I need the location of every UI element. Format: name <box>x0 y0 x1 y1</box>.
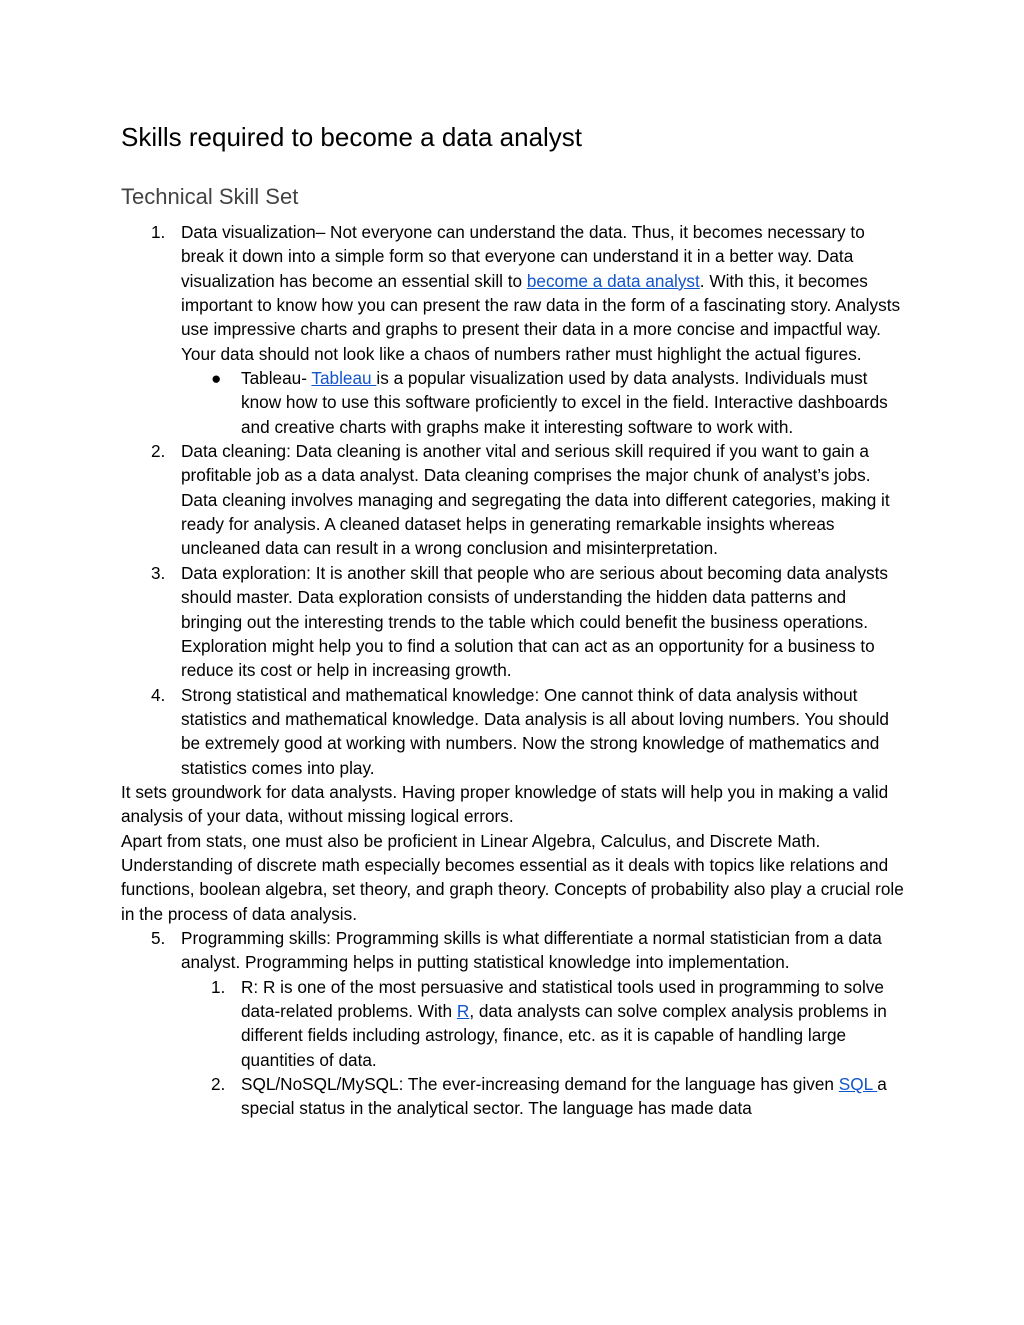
item-text: Strong statistical and mathematical knowledge: One cannot think of data analysis without statistics and mathematical knowledge. Data analysis is all about loving numbers. You should be extremely good at working with numbers. Now the strong knowledge of mathematics and statistics comes into play. <box>181 684 889 778</box>
item-text: . With this, it becomes important to know how you can present the raw data in the form of a fascinating story. Analysts use impressive charts and graphs to present their data in a more concise and impactful way. Your data should not look like a chaos of numbers rather must highlight the actual figures. <box>181 270 901 364</box>
item-text: , data analysts can solve complex analysis problems in different fields including astrology, finance, etc. as it is capable of handling large quantities of data. <box>241 1001 887 1070</box>
r-link[interactable]: R <box>456 1001 470 1021</box>
list-item-5 <box>121 926 911 975</box>
list-number: 2. <box>211 1074 226 1095</box>
sql-link[interactable]: SQL <box>838 1074 878 1095</box>
item-text: is a popular visualization used by data analysts. Individuals must know how to use this software proficiently to excel in the field. Interactive dashboards and creative charts with graphs make it interesting software to work with. <box>241 368 888 437</box>
list-number: 5. <box>151 927 166 948</box>
paragraph: Apart from stats, one must also be proficient in Linear Algebra, Calculus, and Discrete Math. Understanding of discrete math especially becomes essential as it deals with topics like relations and functions, boolean algebra, set theory, and graph theory. Concepts of probability also play a crucial role in the process of data analysis. <box>121 830 904 924</box>
sub-item-sql <box>121 1072 911 1121</box>
list-number: 1. <box>151 222 166 242</box>
list-number: 3. <box>151 562 166 583</box>
document-title: Skills required to become a data analyst <box>121 122 583 152</box>
list-item-4 <box>121 683 911 780</box>
list-item-2 <box>121 439 911 561</box>
list-item-3 <box>121 561 911 683</box>
tableau-link[interactable]: Tableau <box>311 368 377 389</box>
become-data-analyst-link[interactable]: become a data analyst <box>526 270 700 291</box>
document-body <box>121 220 911 1121</box>
item-text: Data visualization– Not everyone can understand the data. Thus, it becomes necessary to break it down into a simple form so that everyone can understand it in a better way. Data visualization has become an essential skill to <box>181 222 865 291</box>
item-text: Programming skills: Programming skills is what differentiate a normal statistician from a data analyst. Programming helps in putting statistical knowledge into implementation. <box>181 927 882 973</box>
item-text: Data exploration: It is another skill that people who are serious about becoming data analysts should master. Data exploration consists of understanding the hidden data patterns and bringing out the interesting trends to the table which could benefit the business operations. Exploration might help you to find a solution that can act as an opportunity for a business to reduce its cost or help in increasing growth. <box>181 562 889 681</box>
item-text: a special status in the analytical sector. The language has made data <box>241 1074 887 1119</box>
bullet-item-tableau <box>121 366 911 439</box>
sub-item-r <box>121 975 911 1072</box>
section-heading: Technical Skill Set <box>121 184 299 209</box>
list-item-1 <box>121 220 911 366</box>
item-text: R: R is one of the most persuasive and statistical tools used in programming to solve data-related problems. With <box>241 976 884 1021</box>
bullet-icon: ● <box>211 368 222 389</box>
list-number: 2. <box>151 441 166 462</box>
paragraph: It sets groundwork for data analysts. Having proper knowledge of stats will help you in making a valid analysis of your data, without missing logical errors. <box>121 781 889 827</box>
item-text: Tableau- <box>241 368 312 389</box>
item-text: Data cleaning: Data cleaning is another vital and serious skill required if you want to gain a profitable job as a data analyst. Data cleaning comprises the major chunk of analyst’s jobs. Data cleaning involves managing and segregating the data into different categories, making it ready for analysis. A cleaned dataset helps in generating remarkable insights whereas uncleaned data can result in a wrong conclusion and misinterpretation. <box>181 441 890 559</box>
list-number: 1. <box>211 976 226 997</box>
item-text: SQL/NoSQL/MySQL: The ever-increasing demand for the language has given <box>241 1074 839 1095</box>
list-number: 4. <box>151 684 166 705</box>
